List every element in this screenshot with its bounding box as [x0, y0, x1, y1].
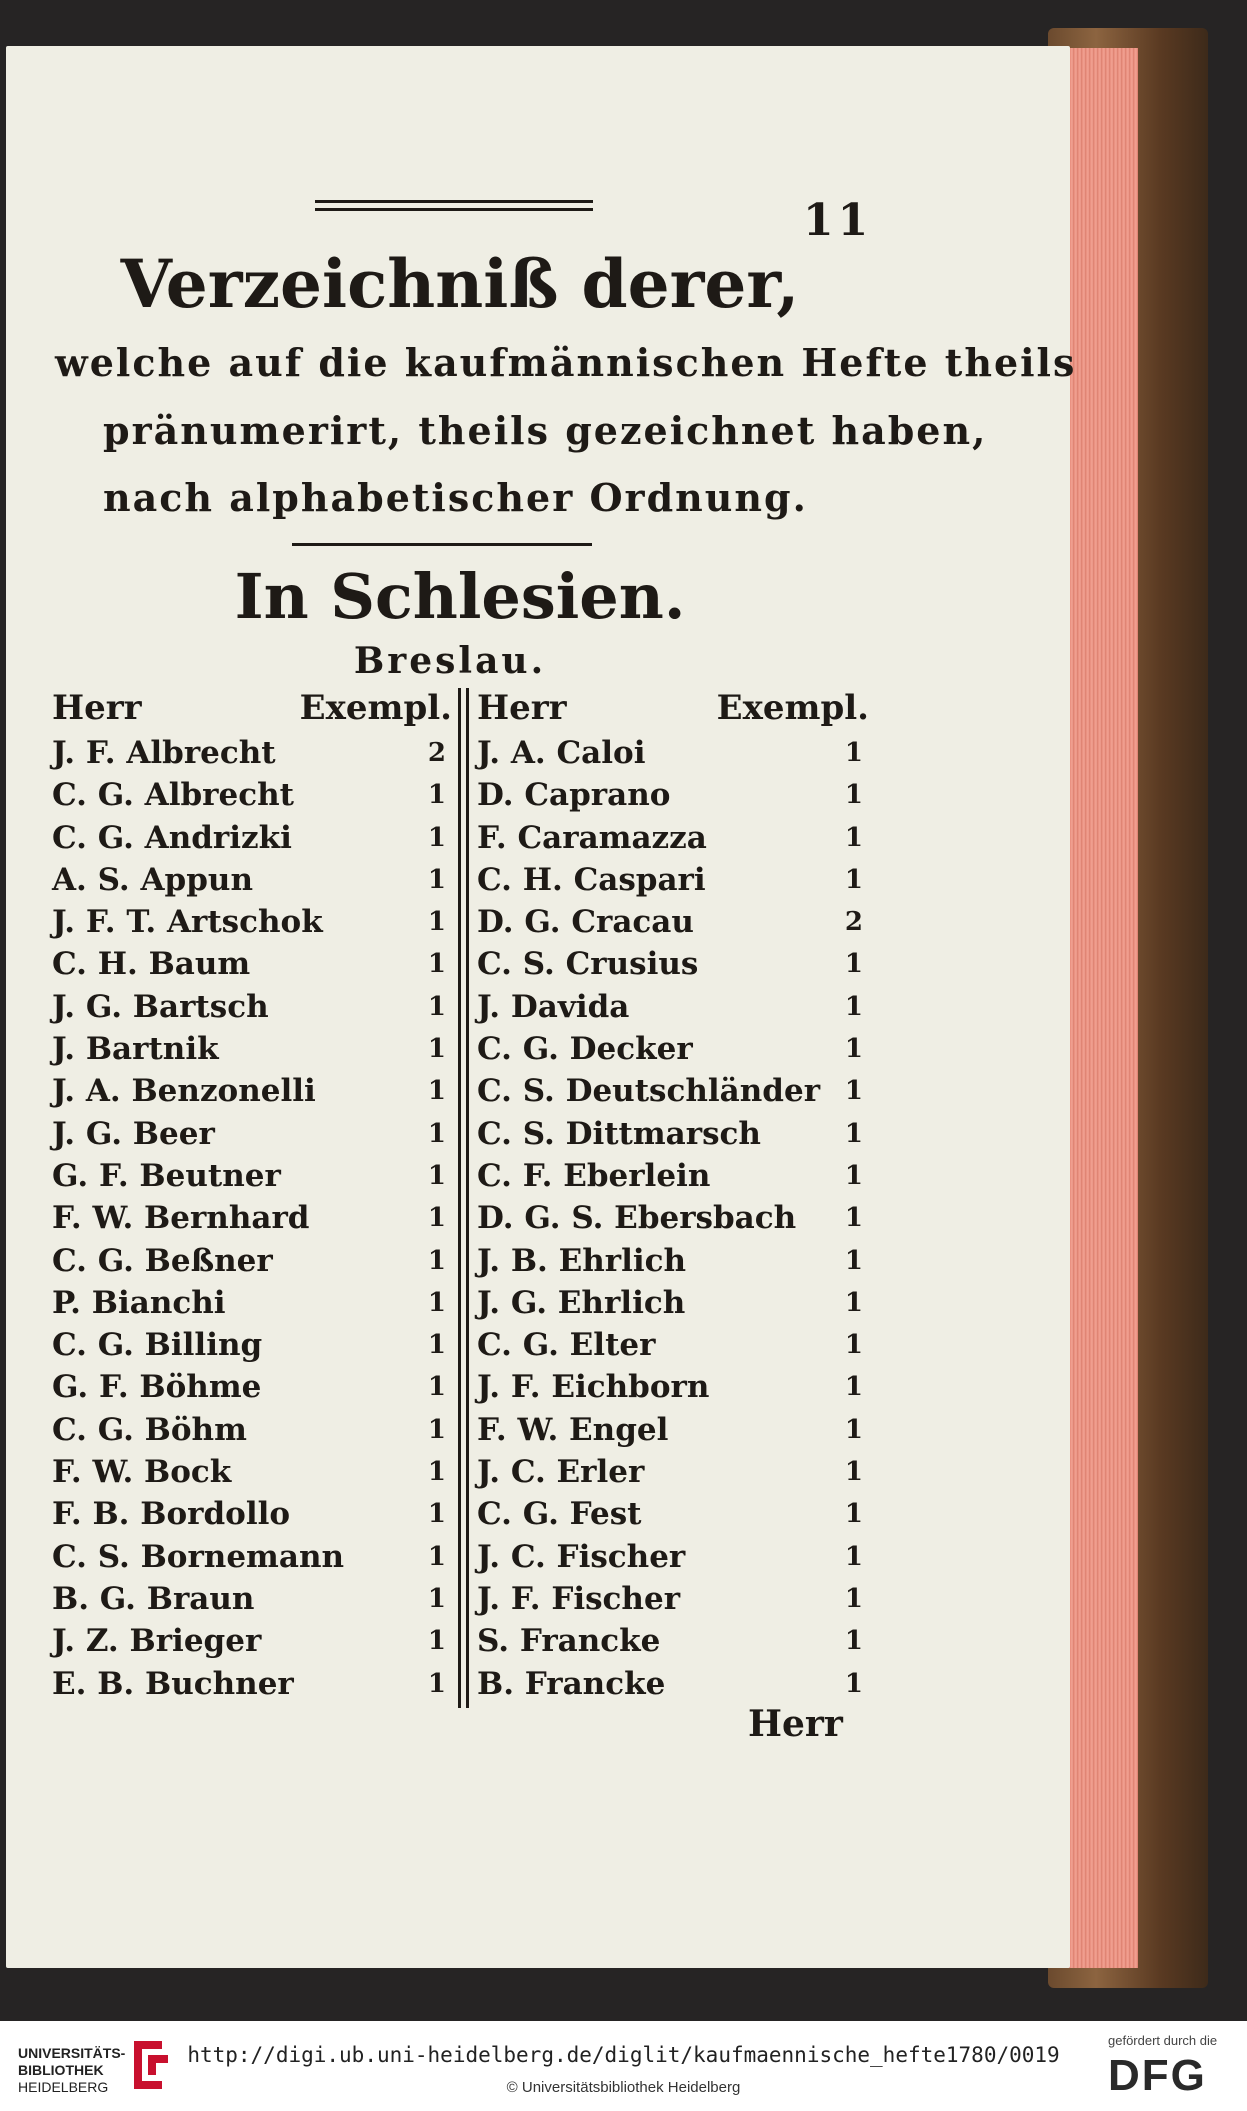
- subscriber-name: J. C. Erler: [477, 1454, 645, 1491]
- library-line-3: HEIDELBERG: [18, 2079, 109, 2095]
- permalink-url[interactable]: http://digi.ub.uni-heidelberg.de/diglit/kaufmaennische_hefte1780/0019: [187, 2043, 1060, 2067]
- copies-count: 1: [427, 822, 446, 853]
- list-item: [52, 986, 452, 1028]
- list-item: [477, 1493, 869, 1535]
- list-item: [477, 817, 869, 859]
- subscriber-name: E. B. Buchner: [52, 1665, 294, 1702]
- funding-note: gefördert durch die: [1108, 2033, 1218, 2048]
- copies-count: 1: [427, 1541, 446, 1572]
- list-item: [52, 1282, 452, 1324]
- copies-count: 1: [427, 1118, 446, 1149]
- copies-count: 1: [427, 1626, 446, 1657]
- subscriber-name: B. G. Braun: [52, 1580, 255, 1617]
- subscriber-name: C. G. Böhm: [52, 1411, 247, 1448]
- subscriber-name: J. F. Albrecht: [52, 735, 276, 771]
- subscriber-name: J. Davida: [477, 988, 630, 1025]
- section-rule: [292, 543, 592, 546]
- list-item: [477, 1070, 869, 1112]
- list-item: [477, 986, 869, 1028]
- copies-count: 1: [427, 991, 446, 1022]
- subscriber-name: C. S. Crusius: [477, 946, 699, 983]
- list-item: [52, 1620, 452, 1662]
- subscriber-name: F. W. Engel: [477, 1411, 669, 1448]
- subscriber-name: C. S. Deutschländer: [477, 1073, 821, 1110]
- copies-count: 1: [844, 822, 863, 853]
- subtitle-line-3: nach alphabetischer Ordnung.: [103, 475, 808, 520]
- copies-count: 1: [844, 1287, 863, 1318]
- list-item: [52, 1113, 452, 1155]
- list-item: [477, 1240, 869, 1282]
- subscriber-name: J. Z. Brieger: [52, 1623, 262, 1660]
- copies-count: 1: [427, 1287, 446, 1318]
- copies-count: 1: [844, 738, 863, 768]
- copies-count: 1: [844, 1583, 863, 1614]
- copies-count: 1: [844, 780, 863, 811]
- subscriber-name: G. F. Böhme: [52, 1369, 262, 1406]
- list-item: [477, 1409, 869, 1451]
- copies-count: 1: [427, 1203, 446, 1234]
- subscriber-name: D. G. S. Ebersbach: [477, 1200, 797, 1237]
- list-item: [52, 1240, 452, 1282]
- subscriber-name: C. G. Albrecht: [52, 777, 294, 814]
- subscriber-name: J. G. Beer: [52, 1115, 215, 1152]
- copies-count: 1: [844, 1076, 863, 1107]
- copies-count: 1: [427, 864, 446, 895]
- list-item: [477, 1536, 869, 1578]
- ornament-rule-top: [315, 200, 593, 214]
- copies-count: 2: [844, 907, 863, 938]
- header-name: Herr: [52, 688, 142, 728]
- list-item: [52, 1070, 452, 1112]
- dfg-logo: DFG: [1108, 2051, 1207, 2100]
- copies-count: 1: [844, 949, 863, 980]
- subscriber-name: F. Caramazza: [477, 819, 707, 856]
- region-heading: In Schlesien.: [234, 560, 686, 633]
- subtitle-line-2: pränumerirt, theils gezeichnet haben,: [103, 408, 988, 453]
- subscriber-name: G. F. Beutner: [52, 1157, 281, 1194]
- subscriber-name: S. Francke: [477, 1623, 661, 1660]
- subscriber-name: J. G. Bartsch: [52, 988, 269, 1025]
- list-item: [52, 1366, 452, 1408]
- page-edge: [1062, 48, 1138, 1968]
- copies-count: 1: [427, 1076, 446, 1107]
- column-header: [477, 684, 869, 732]
- library-line-2: BIBLIOTHEK: [18, 2062, 104, 2078]
- subscriber-name: J. A. Benzonelli: [52, 1073, 316, 1110]
- subscriber-name: C. G. Fest: [477, 1496, 642, 1533]
- list-item: [477, 1663, 869, 1705]
- subscriber-name: J. A. Caloi: [477, 735, 646, 771]
- copies-count: 1: [427, 949, 446, 980]
- copies-count: 1: [427, 1034, 446, 1065]
- footer-bar: [0, 2021, 1247, 2111]
- copies-count: 1: [427, 1160, 446, 1191]
- copies-count: 1: [427, 1668, 446, 1699]
- subscriber-name: C. S. Bornemann: [52, 1538, 345, 1575]
- copies-count: 1: [427, 907, 446, 938]
- column-header: [52, 684, 452, 732]
- copies-count: 1: [844, 1034, 863, 1065]
- copies-count: 1: [427, 1245, 446, 1276]
- list-item: [477, 1282, 869, 1324]
- subscriber-name: C. G. Andrizki: [52, 819, 292, 856]
- subscriber-name: P. Bianchi: [52, 1284, 226, 1321]
- subscriber-name: C. G. Billing: [52, 1327, 263, 1364]
- subscriber-name: C. G. Decker: [477, 1031, 693, 1068]
- subscriber-name: C. H. Baum: [52, 946, 251, 983]
- list-item: [477, 859, 869, 901]
- copyright-notice: © Universitätsbibliothek Heidelberg: [506, 2079, 741, 2096]
- list-item: [477, 1620, 869, 1662]
- copies-count: 1: [844, 1541, 863, 1572]
- list-item: [477, 1155, 869, 1197]
- copies-count: 1: [844, 1626, 863, 1657]
- list-item: [52, 943, 452, 985]
- copies-count: 1: [844, 1668, 863, 1699]
- list-item: [52, 732, 452, 774]
- copies-count: 2: [427, 738, 446, 768]
- column-divider: [466, 688, 469, 1708]
- copies-count: 1: [844, 1414, 863, 1445]
- subscriber-name: J. Bartnik: [52, 1031, 219, 1068]
- library-line-1: UNIVERSITÄTS-: [18, 2045, 126, 2061]
- page-number: 11: [803, 195, 873, 246]
- list-item: [52, 1493, 452, 1535]
- list-item: [477, 1366, 869, 1408]
- subscriber-name: J. F. T. Artschok: [52, 904, 323, 941]
- subscriber-name: B. Francke: [477, 1665, 666, 1702]
- list-item: [477, 732, 869, 774]
- subscriber-name: F. W. Bernhard: [52, 1200, 310, 1237]
- subscriber-column-left: [52, 684, 452, 1705]
- copies-count: 1: [844, 1245, 863, 1276]
- subscriber-name: C. G. Elter: [477, 1327, 656, 1364]
- subscriber-name: C. S. Dittmarsch: [477, 1115, 761, 1152]
- subscriber-name: F. B. Bordollo: [52, 1496, 291, 1533]
- subscriber-name: D. G. Cracau: [477, 904, 694, 941]
- header-count: Exempl.: [299, 688, 452, 728]
- list-item: [52, 859, 452, 901]
- header-count: Exempl.: [716, 688, 869, 728]
- subscriber-name: A. S. Appun: [52, 861, 253, 898]
- list-item: [52, 1451, 452, 1493]
- subscriber-column-right: [477, 684, 869, 1705]
- copies-count: 1: [427, 1499, 446, 1530]
- list-item: [477, 1113, 869, 1155]
- copies-count: 1: [427, 1414, 446, 1445]
- subscriber-name: J. F. Eichborn: [477, 1369, 710, 1406]
- subtitle-line-1: welche auf die kaufmännischen Hefte theils: [55, 340, 1077, 385]
- list-item: [52, 1324, 452, 1366]
- list-item: [477, 943, 869, 985]
- subscriber-name: F. W. Bock: [52, 1454, 232, 1491]
- subscriber-name: J. C. Fischer: [477, 1538, 686, 1575]
- list-item: [477, 1197, 869, 1239]
- copies-count: 1: [844, 991, 863, 1022]
- copies-count: 1: [844, 1160, 863, 1191]
- list-item: [52, 1663, 452, 1705]
- list-item: [52, 1536, 452, 1578]
- list-item: [52, 1155, 452, 1197]
- catchword: Herr: [748, 1703, 843, 1745]
- list-item: [52, 774, 452, 816]
- copies-count: 1: [844, 864, 863, 895]
- list-item: [52, 1409, 452, 1451]
- list-item: [52, 1197, 452, 1239]
- copies-count: 1: [844, 1499, 863, 1530]
- list-item: [477, 774, 869, 816]
- subscriber-name: C. F. Eberlein: [477, 1157, 711, 1194]
- copies-count: 1: [427, 1457, 446, 1488]
- subscriber-name: C. H. Caspari: [477, 861, 706, 898]
- subscriber-name: C. G. Beßner: [52, 1242, 273, 1279]
- list-item: [477, 1451, 869, 1493]
- list-item: [477, 1028, 869, 1070]
- copies-count: 1: [427, 1330, 446, 1361]
- copies-count: 1: [844, 1118, 863, 1149]
- list-item: [52, 817, 452, 859]
- header-name: Herr: [477, 688, 567, 728]
- list-item: [477, 901, 869, 943]
- subscriber-name: J. G. Ehrlich: [477, 1284, 686, 1321]
- list-item: [52, 1028, 452, 1070]
- list-item: [477, 1578, 869, 1620]
- list-item: [477, 1324, 869, 1366]
- city-heading: Breslau.: [353, 640, 547, 682]
- copies-count: 1: [844, 1457, 863, 1488]
- column-divider: [458, 688, 461, 1708]
- copies-count: 1: [844, 1330, 863, 1361]
- subscriber-name: D. Caprano: [477, 777, 671, 814]
- copies-count: 1: [844, 1203, 863, 1234]
- copies-count: 1: [427, 1583, 446, 1614]
- subscriber-name: J. B. Ehrlich: [477, 1242, 687, 1279]
- copies-count: 1: [427, 780, 446, 811]
- copies-count: 1: [844, 1372, 863, 1403]
- copies-count: 1: [427, 1372, 446, 1403]
- page-title: Verzeichniß derer,: [120, 245, 800, 323]
- list-item: [52, 1578, 452, 1620]
- subscriber-name: J. F. Fischer: [477, 1580, 681, 1617]
- list-item: [52, 901, 452, 943]
